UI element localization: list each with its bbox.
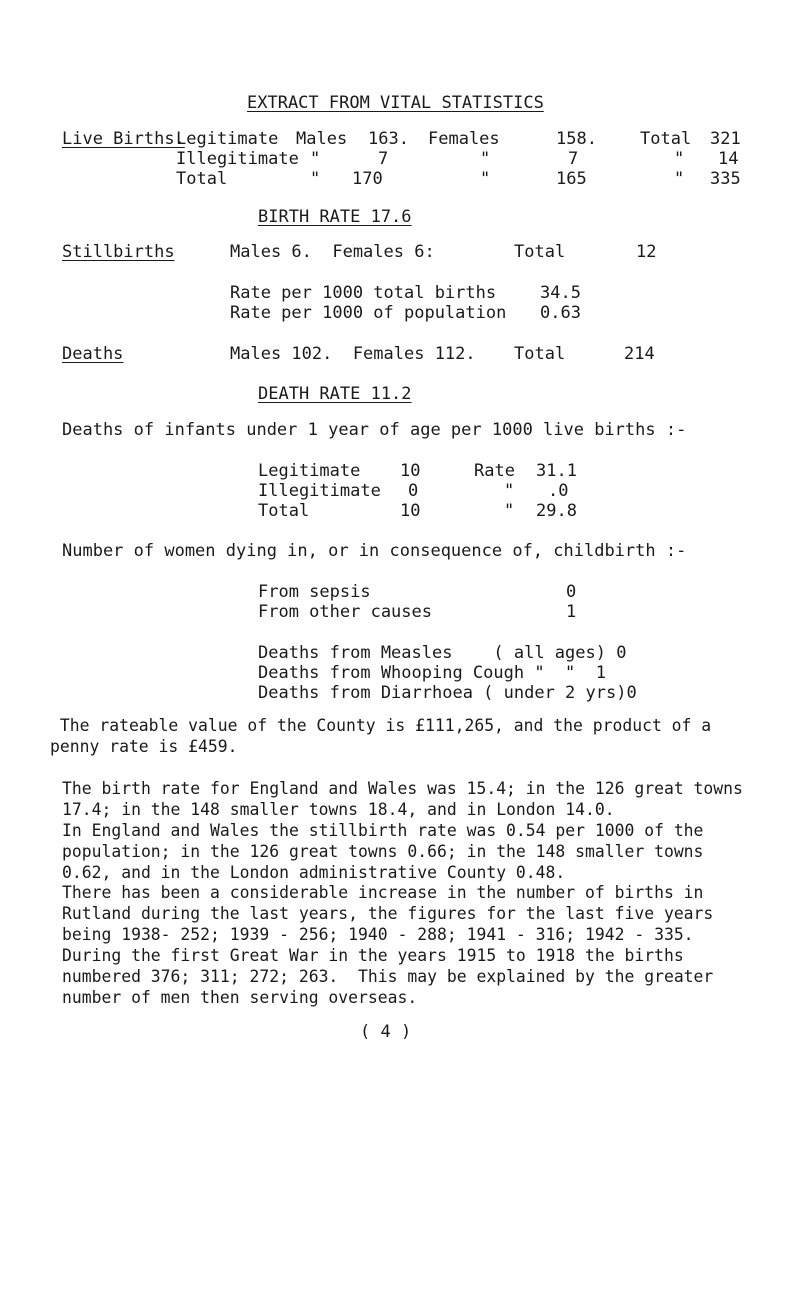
females-value: 165 <box>556 169 587 189</box>
females-label: Females <box>428 129 500 149</box>
paragraph-births-increase: There has been a considerable increase in the number of births in Rutland during the last years, the figures for the last five years being 1938- 252; 1939 - 256; 1940 - 288; 1941 - 316; 1942 - 335. During the first Great War in the years 1915 to 1918 the births numbered 376; 311; 272; 263. This may be explained by the greater number of men then serving overseas. <box>62 883 714 1007</box>
row-type: Total <box>258 501 310 521</box>
childbirth-count: 0 <box>566 582 577 602</box>
count: 10 <box>400 461 421 481</box>
rate-value: .0 <box>548 481 569 501</box>
deaths-total-label: Total <box>514 344 566 364</box>
total-value: 335 <box>710 169 741 189</box>
page-heading: EXTRACT FROM VITAL STATISTICS <box>247 93 544 113</box>
females-label: " <box>480 149 491 169</box>
count: 0 <box>408 481 419 501</box>
page-number: ( 4 ) <box>360 1022 412 1042</box>
death-rate: DEATH RATE 11.2 <box>258 384 412 404</box>
row-type: Illegitimate <box>176 149 299 169</box>
total-value: 14 <box>718 149 739 169</box>
rate-total-births: 34.5 <box>540 283 581 303</box>
males-label: " <box>310 169 321 189</box>
females-value: 158. <box>556 129 597 149</box>
row-type: Illegitimate <box>258 481 381 501</box>
females-value: 7 <box>568 149 579 169</box>
infant-deaths-heading: Deaths of infants under 1 year of age per 1000 live births :- <box>62 420 687 440</box>
rate-label: " <box>504 481 515 501</box>
count: 10 <box>400 501 421 521</box>
disease-death-line: Deaths from Measles ( all ages) 0 <box>258 643 627 663</box>
row-type: Legitimate <box>176 129 279 149</box>
deaths-line: Males 102. Females 112. <box>230 344 476 364</box>
males-value: 163. <box>368 129 409 149</box>
rate-value: 29.8 <box>536 501 577 521</box>
deaths-total: 214 <box>624 344 655 364</box>
childbirth-cause: From sepsis <box>258 582 371 602</box>
paragraph-birth-rates: The birth rate for England and Wales was 15.4; in the 126 great towns 17.4; in the 148 smaller towns 18.4, and in London 14.0. In England and Wales the stillbirth rate was 0.54 per 1000 of the population; in the 126 great towns 0.66; in the 148 smaller towns 0.62, and in the London administrative County 0.48. <box>62 779 743 882</box>
stillbirths-total: 12 <box>636 242 657 262</box>
row-type: Total <box>176 169 228 189</box>
birth-rate: BIRTH RATE 17.6 <box>258 207 412 227</box>
males-label: Males <box>296 129 348 149</box>
disease-death-line: Deaths from Diarrhoea ( under 2 yrs)0 <box>258 683 637 703</box>
females-label: " <box>480 169 491 189</box>
stillbirths-total-label: Total <box>514 242 566 262</box>
total-label: " <box>674 149 685 169</box>
row-type: Legitimate <box>258 461 361 481</box>
total-value: 321 <box>710 129 741 149</box>
live-births-label: Live Births. <box>62 129 185 149</box>
total-label: " <box>674 169 685 189</box>
rate-label: Rate <box>474 461 515 481</box>
males-value: 170 <box>352 169 383 189</box>
rate-population: 0.63 <box>540 303 581 323</box>
disease-death-line: Deaths from Whooping Cough " " 1 <box>258 663 606 683</box>
deaths-label: Deaths <box>62 344 124 364</box>
paragraph-rateable-value: The rateable value of the County is £111,265, and the product of a penny rate is £459. <box>50 716 712 756</box>
stillbirths-line: Males 6. Females 6: <box>230 242 435 262</box>
stillbirths-label: Stillbirths <box>62 242 175 262</box>
rate-total-births-label: Rate per 1000 total births <box>230 283 497 303</box>
males-label: " <box>310 149 321 169</box>
childbirth-count: 1 <box>566 602 577 622</box>
total-label: Total <box>640 129 692 149</box>
childbirth-cause: From other causes <box>258 602 432 622</box>
rate-value: 31.1 <box>536 461 577 481</box>
childbirth-heading: Number of women dying in, or in consequence of, childbirth :- <box>62 541 687 561</box>
rate-population-label: Rate per 1000 of population <box>230 303 507 323</box>
males-value: 7 <box>378 149 389 169</box>
rate-label: " <box>504 501 515 521</box>
